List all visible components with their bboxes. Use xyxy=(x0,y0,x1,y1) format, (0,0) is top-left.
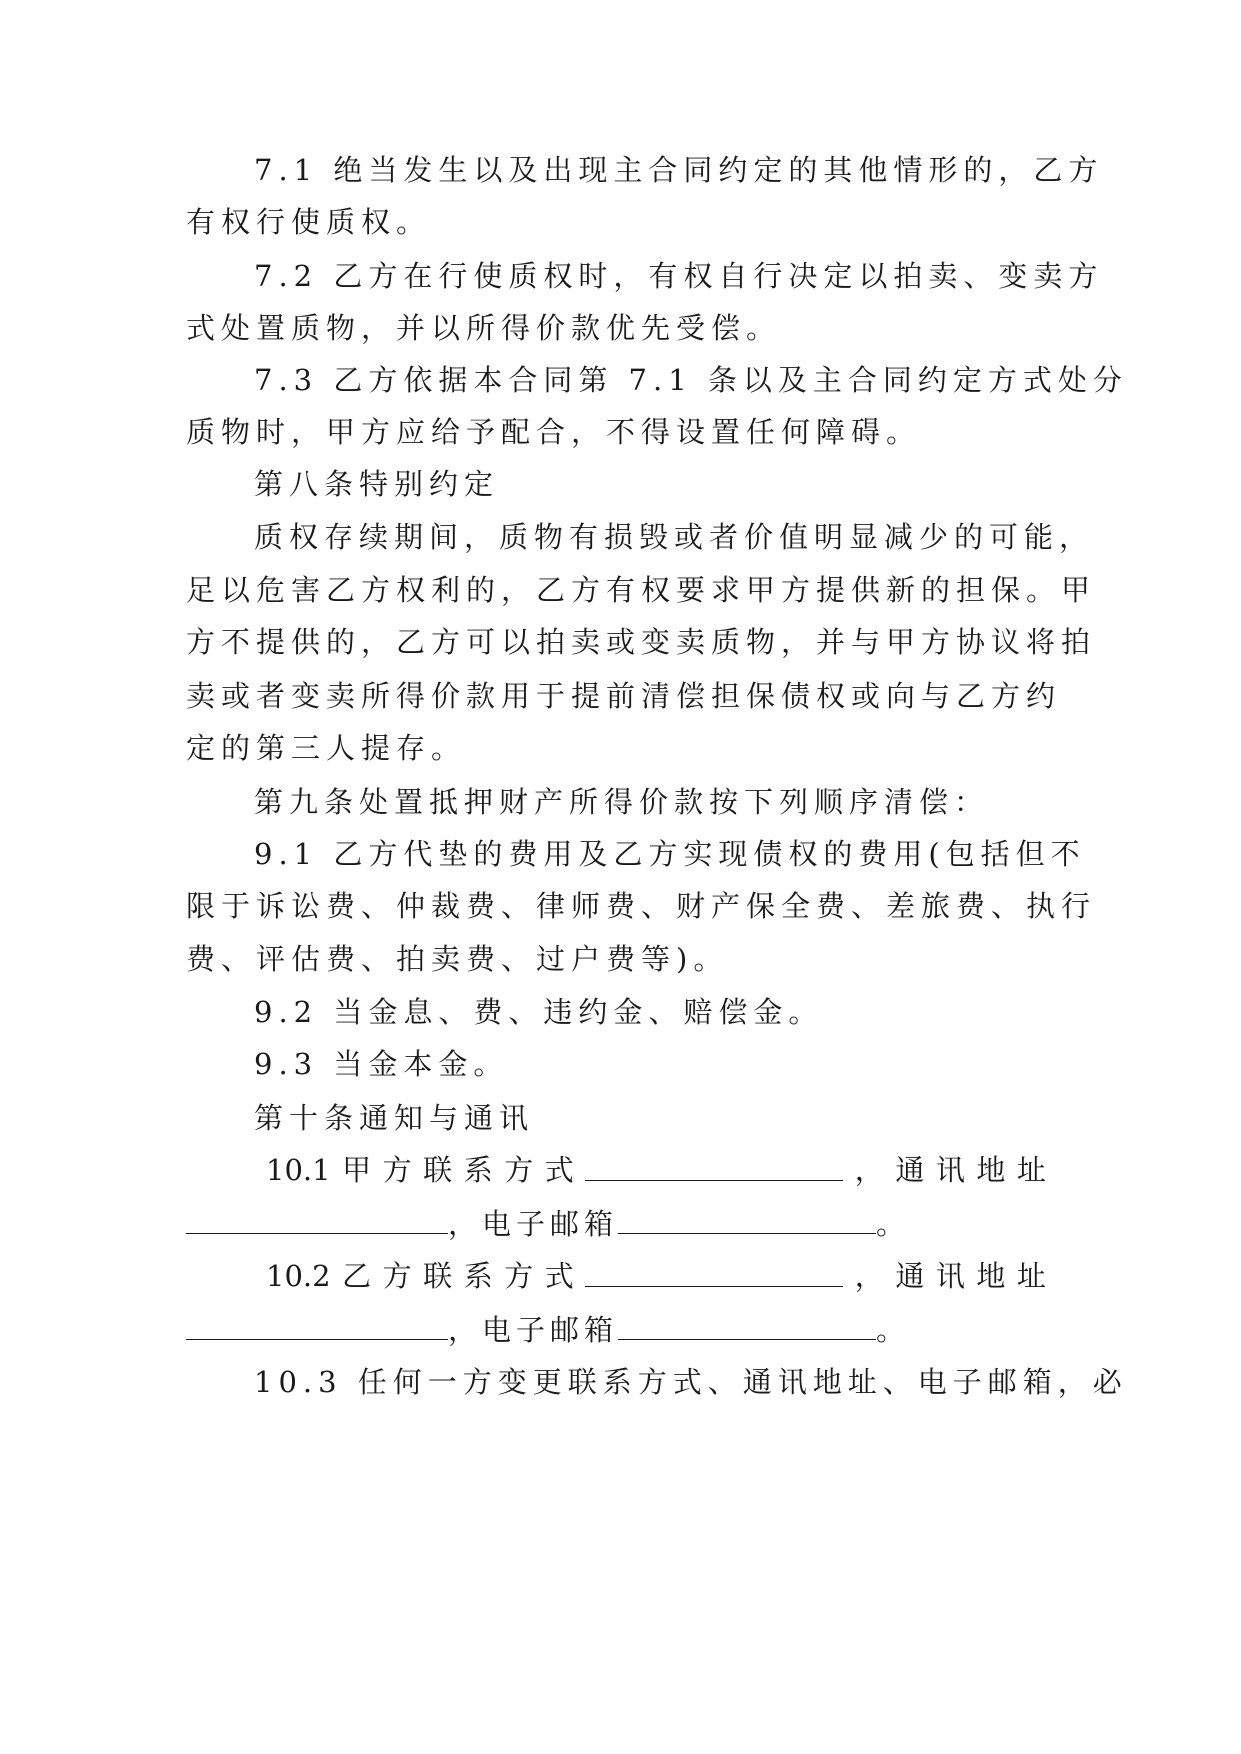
label-char: 联 xyxy=(423,1153,453,1187)
party-a-email-blank[interactable] xyxy=(618,1203,876,1234)
article-9-heading: 第九条处置抵押财产所得价款按下列顺序清偿： xyxy=(254,785,990,819)
comma: ， xyxy=(854,1259,884,1293)
clause-10-2-line-2 xyxy=(186,1309,1046,1350)
label-char: 通 xyxy=(895,1153,925,1187)
label-char: 方 xyxy=(504,1153,534,1187)
label-char: 方 xyxy=(382,1153,412,1187)
clause-7-1-line-1: 7.1 绝当发生以及出现主合同约定的其他情形的，乙方 xyxy=(254,153,1104,187)
article-8-line-5: 定的第三人提存。 xyxy=(186,731,467,765)
clause-10-1-line-1 xyxy=(266,1150,1046,1190)
label-char: 地 xyxy=(976,1259,1006,1293)
clause-10-1-line-2 xyxy=(186,1203,1046,1244)
email-label: ，电子邮箱 xyxy=(448,1207,619,1241)
clause-7-3-line-2: 质物时，甲方应给予配合，不得设置任何障碍。 xyxy=(186,415,922,449)
label-char: 方 xyxy=(504,1259,534,1293)
period: 。 xyxy=(876,1207,911,1241)
article-10-heading: 第十条通知与通讯 xyxy=(254,1101,535,1135)
party-b-address-blank[interactable] xyxy=(186,1309,448,1340)
clause-9-3: 9.3 当金本金。 xyxy=(254,1047,509,1081)
label-char: 系 xyxy=(463,1153,493,1187)
label-char: 系 xyxy=(463,1259,493,1293)
label-char: 址 xyxy=(1016,1259,1046,1293)
clause-number: 10.1 xyxy=(266,1153,331,1187)
clause-10-3-line-1: 10.3 任何一方变更联系方式、通讯地址、电子邮箱，必 xyxy=(254,1365,1128,1399)
clause-9-1-line-2: 限于诉讼费、仲裁费、律师费、财产保全费、差旅费、执行 xyxy=(186,889,1097,923)
article-8-line-3: 方不提供的，乙方可以拍卖或变卖质物，并与甲方协议将拍 xyxy=(186,625,1097,659)
article-8-line-2: 足以危害乙方权利的，乙方有权要求甲方提供新的担保。甲 xyxy=(186,573,1097,607)
clause-7-3-line-1: 7.3 乙方依据本合同第 7.1 条以及主合同约定方式处分 xyxy=(254,363,1128,397)
article-8-line-1: 质权存续期间，质物有损毁或者价值明显减少的可能， xyxy=(254,520,1095,554)
label-char: 地 xyxy=(976,1153,1006,1187)
period: 。 xyxy=(876,1313,911,1347)
party-b-email-blank[interactable] xyxy=(618,1309,876,1340)
label-char: 乙 xyxy=(342,1259,372,1293)
clause-7-1-line-2: 有权行使质权。 xyxy=(186,205,432,239)
label-char: 甲 xyxy=(342,1153,372,1187)
clause-10-2-line-1 xyxy=(266,1256,1046,1296)
clause-7-2-line-1: 7.2 乙方在行使质权时，有权自行决定以拍卖、变卖方 xyxy=(254,259,1104,293)
clause-9-1-line-1: 9.1 乙方代垫的费用及乙方实现债权的费用(包括但不 xyxy=(254,837,1086,871)
clause-9-2: 9.2 当金息、费、违约金、赔偿金。 xyxy=(254,995,824,1029)
label-char: 址 xyxy=(1016,1153,1046,1187)
label-char: 通 xyxy=(895,1259,925,1293)
email-label: ，电子邮箱 xyxy=(448,1313,619,1347)
label-char: 讯 xyxy=(935,1259,965,1293)
article-8-line-4: 卖或者变卖所得价款用于提前清偿担保债权或向与乙方约 xyxy=(186,679,1062,713)
label-char: 方 xyxy=(382,1259,412,1293)
label-char: 讯 xyxy=(935,1153,965,1187)
clause-7-2-line-2: 式处置质物，并以所得价款优先受偿。 xyxy=(186,311,782,345)
comma: ， xyxy=(854,1153,884,1187)
label-char: 式 xyxy=(544,1259,574,1293)
clause-number: 10.2 xyxy=(266,1259,331,1293)
label-char: 式 xyxy=(544,1153,574,1187)
party-a-address-blank[interactable] xyxy=(186,1203,448,1234)
party-a-contact-blank[interactable] xyxy=(585,1150,843,1181)
article-8-heading: 第八条特别约定 xyxy=(254,467,500,501)
label-char: 联 xyxy=(423,1259,453,1293)
party-b-contact-blank[interactable] xyxy=(585,1256,843,1287)
clause-9-1-line-3: 费、评估费、拍卖费、过户费等)。 xyxy=(186,942,729,976)
